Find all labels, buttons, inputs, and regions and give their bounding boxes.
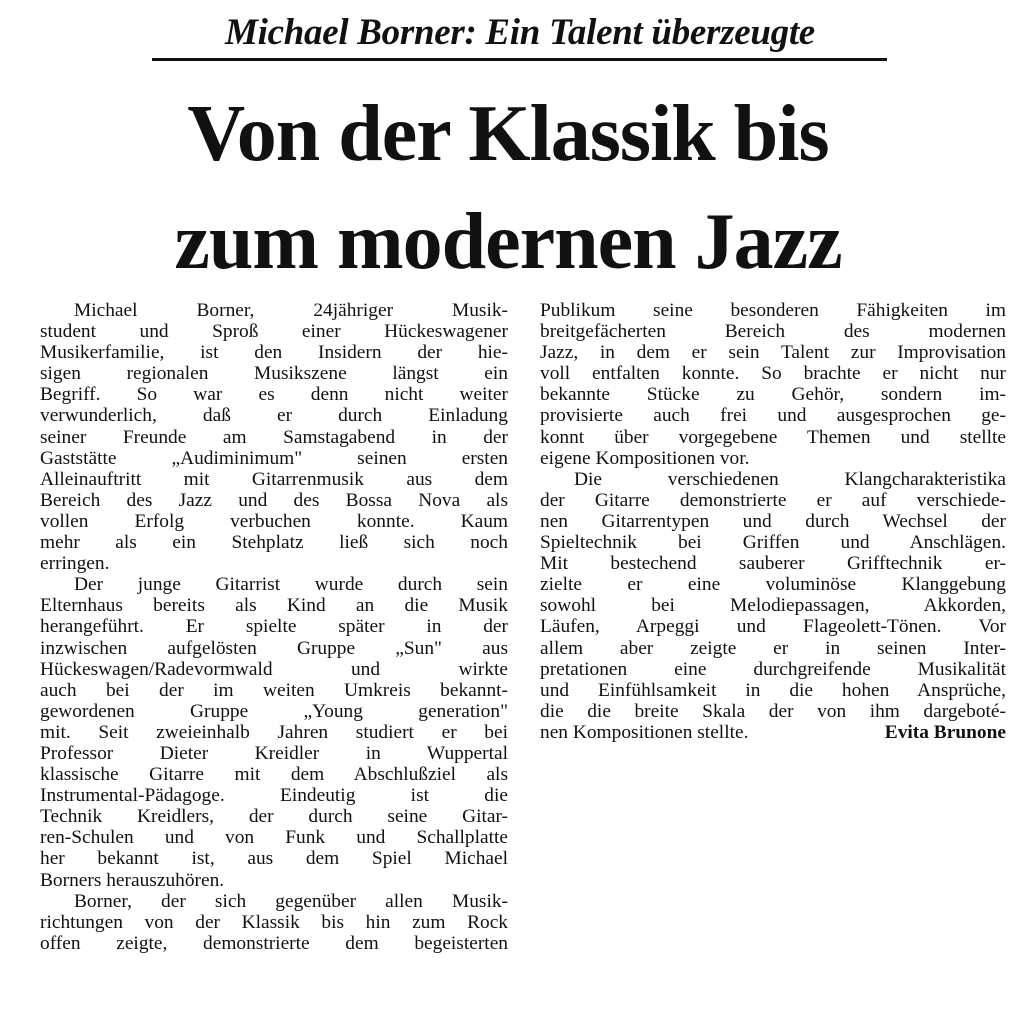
column-line: provisierte auch frei und ausgesprochen ge-	[540, 405, 1006, 427]
column-line: erringen.	[40, 553, 110, 575]
column-line: Musikerfamilie, ist den Insidern der hie-	[40, 342, 508, 364]
column-line: Borner, der sich gegenüber allen Musik-	[74, 890, 508, 912]
column-line: Der junge Gitarrist wurde durch sein	[74, 574, 508, 596]
column-line: und Einfühlsamkeit in die hohen Ansprüche,	[540, 679, 1006, 701]
column-line: Michael Borner, 24jähriger Musik-	[74, 300, 508, 321]
column-line: Instrumental-Pädagoge. Eindeutig ist die	[40, 785, 508, 807]
article-column-right	[540, 300, 1006, 743]
column-line: gewordenen Gruppe „Young generation"	[40, 700, 508, 722]
column-line: die die breite Skala der von ihm dargeboté-	[540, 700, 1006, 722]
column-line: sowohl bei Melodiepassagen, Akkorden,	[540, 595, 1006, 617]
column-line: Mit bestechend sauberer Grifftechnik er-	[540, 553, 1006, 575]
column-line: allem aber zeigte er in seinen Inter-	[540, 637, 1006, 659]
column-line: Elternhaus bereits als Kind an die Musik	[40, 595, 508, 617]
column-line: voll entfalten konnte. So brachte er nicht nur	[540, 363, 1006, 385]
column-line: vollen Erfolg verbuchen konnte. Kaum	[40, 510, 508, 532]
column-line: Gaststätte „Audiminimum" seinen ersten	[40, 447, 508, 469]
column-line: offen zeigte, demonstrierte dem begeisterten	[40, 932, 508, 954]
column-line: pretationen eine durchgreifende Musikalität	[540, 658, 1006, 680]
column-line: konnt über vorgegebene Themen und stellte	[540, 426, 1006, 448]
column-line: ren-Schulen und von Funk und Schallplatte	[40, 827, 508, 849]
headline-line-2: zum modernen Jazz	[174, 198, 842, 286]
column-line: Hückeswagen/Radevormwald und wirkte	[40, 658, 508, 680]
column-line: eigene Kompositionen vor.	[540, 447, 750, 469]
column-line: verwunderlich, daß er durch Einladung	[40, 405, 508, 427]
column-line: sigen regionalen Musikszene längst ein	[40, 363, 508, 385]
column-line: Läufen, Arpeggi und Flageolett-Tönen. Vor	[540, 616, 1006, 638]
column-line: Die verschiedenen Klangcharakteristika	[574, 468, 1006, 490]
article-author: Evita Brunone	[884, 721, 1006, 743]
column-line: Publikum seine besonderen Fähigkeiten im	[540, 300, 1006, 321]
column-line: Professor Dieter Kreidler in Wuppertal	[40, 742, 508, 764]
column-line: seiner Freunde am Samstagabend in der	[40, 426, 508, 448]
column-line: student und Sproß einer Hückeswagener	[40, 321, 508, 343]
headline-line-1: Von der Klassik bis	[187, 90, 829, 178]
column-line: nen Gitarrentypen und durch Wechsel der	[540, 510, 1006, 532]
column-line: richtungen von der Klassik bis hin zum Rock	[40, 911, 508, 933]
column-line: klassische Gitarre mit dem Abschlußziel als	[40, 764, 508, 786]
column-line: Jazz, in dem er sein Talent zur Improvisation	[540, 342, 1006, 364]
column-line: auch bei der im weiten Umkreis bekannt-	[40, 679, 508, 701]
column-line: her bekannt ist, aus dem Spiel Michael	[40, 848, 508, 870]
article-kicker: Michael Borner: Ein Talent überzeugte	[225, 12, 815, 53]
column-line: Borners herauszuhören.	[40, 869, 225, 891]
column-line: Begriff. So war es denn nicht weiter	[40, 384, 508, 406]
kicker-underline	[152, 58, 887, 61]
column-line: Technik Kreidlers, der durch seine Gitar-	[40, 806, 508, 828]
column-line: breitgefächerten Bereich des modernen	[540, 321, 1006, 343]
column-line: der Gitarre demonstrierte er auf verschiede-	[540, 489, 1006, 511]
article-headline	[60, 80, 956, 296]
column-line: Bereich des Jazz und des Bossa Nova als	[40, 489, 508, 511]
column-line: mit. Seit zweieinhalb Jahren studiert er bei	[40, 721, 508, 743]
column-line: nen Kompositionen stellte.	[540, 721, 749, 743]
column-line: mehr als ein Stehplatz ließ sich noch	[40, 532, 508, 554]
article-column-left	[40, 300, 508, 954]
column-line-with-signature	[540, 722, 1006, 743]
column-line: zielte er eine voluminöse Klanggebung	[540, 574, 1006, 596]
column-line: bekannte Stücke zu Gehör, sondern im-	[540, 384, 1006, 406]
column-line: herangeführt. Er spielte später in der	[40, 616, 508, 638]
column-line: Alleinauftritt mit Gitarrenmusik aus dem	[40, 468, 508, 490]
column-line: Spieltechnik bei Griffen und Anschlägen.	[540, 532, 1006, 554]
column-line: inzwischen aufgelösten Gruppe „Sun" aus	[40, 637, 508, 659]
